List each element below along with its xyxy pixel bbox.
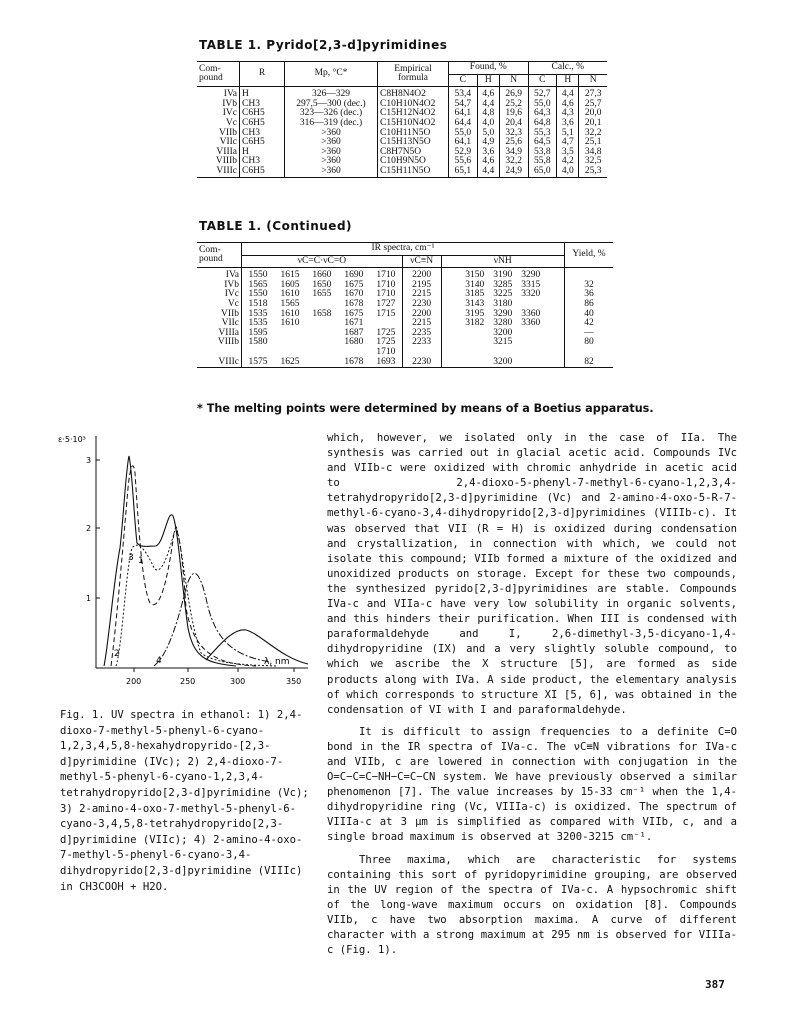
t1-cell-ch: 4,2 — [557, 157, 579, 167]
t1-cell-compound: IVc — [222, 108, 237, 119]
t1-cell-r: H — [240, 87, 285, 100]
t1-cell-cc: 53,8 — [528, 148, 557, 158]
t1-cell-compound: VIIb — [219, 127, 237, 138]
t1-cell-compound: IVa — [223, 89, 237, 100]
t1-header-fn: N — [499, 74, 528, 87]
table1-row — [197, 87, 607, 100]
t2-cell-cn: 2215 — [402, 319, 441, 329]
t1-cell-fh: 4,0 — [477, 119, 499, 129]
t1-cell-formula: C10H11N5O — [378, 129, 449, 139]
page-number: 387 — [705, 978, 725, 991]
t1-cell-fc: 64,1 — [449, 109, 478, 119]
t1-cell-cn: 25,1 — [579, 138, 607, 148]
t2-cell-nh — [441, 358, 565, 368]
t1-cell-cn: 25,7 — [579, 100, 607, 110]
t2-header-ir: IR spectra, cm⁻¹ — [242, 243, 565, 256]
t1-cell-mp: >360 — [285, 148, 378, 158]
t1-cell-cn: 32,5 — [579, 157, 607, 167]
table-footnote: * The melting points were determined by means of a Boetius apparatus. — [197, 402, 654, 415]
table2-row — [197, 338, 613, 357]
t2-header-nh: νNH — [441, 255, 565, 268]
t1-cell-r: CH3 — [240, 100, 285, 110]
t2-header-compound: Com- pound — [197, 243, 242, 268]
t1-cell-r: C6H5 — [240, 138, 285, 148]
t1-header-calc: Calc., % — [528, 62, 607, 75]
t2-cell-co-3: 1690 — [344, 270, 364, 281]
t1-header-cn: N — [579, 74, 607, 87]
t2-cell-co-1: 1625 — [280, 356, 300, 367]
t2-cell-compound: VIIIc — [218, 356, 239, 367]
t1-cell-fh: 5,0 — [477, 129, 499, 139]
t2-cell-yield: 32 — [565, 281, 614, 291]
t2-cell-co-3: 1680 — [344, 337, 364, 348]
table1-title: TABLE 1. Pyrido[2,3-d]pyrimidines — [199, 38, 448, 52]
y-axis-label: ε·5·10³ — [58, 435, 86, 444]
x-axis-unit: λ, nm — [264, 657, 290, 667]
t2-cell-nh-value: 3143 — [465, 298, 485, 309]
table2-row — [197, 268, 613, 281]
t1-cell-fn: 19,6 — [499, 109, 528, 119]
t2-cell-nh-value: 3360 — [521, 308, 541, 319]
t2-cell-co-4: 1710 — [376, 279, 396, 290]
t1-cell-ch: 4,6 — [557, 100, 579, 110]
t1-cell-cc: 64,3 — [528, 109, 557, 119]
t1-cell-fc: 64,4 — [449, 119, 478, 129]
t1-cell-cc: 52,7 — [528, 87, 557, 100]
t1-cell-mp: >360 — [285, 138, 378, 148]
t2-cell-cn: 2195 — [402, 281, 441, 291]
t2-cell-cn: 2200 — [402, 268, 441, 281]
t1-cell-ch: 4,7 — [557, 138, 579, 148]
t2-cell-co-0: 1535 — [242, 319, 275, 329]
curve-label-3: 3 — [128, 553, 134, 563]
t2-cell-co-0: 1580 — [242, 338, 275, 357]
y-tick-label: 3 — [86, 456, 92, 465]
t1-cell-fn: 25,2 — [499, 100, 528, 110]
t2-cell-co-4: 1710 — [376, 289, 396, 300]
t1-cell-mp: >360 — [285, 167, 378, 177]
t2-cell-co-4: 1693 — [376, 356, 396, 367]
t2-cell-co-3: 1687 — [344, 327, 364, 338]
figure-caption: Fig. 1. UV spectra in ethanol: 1) 2,4-dioxo-7-methyl-5-phenyl-6-cyano-1,2,3,4,5,8-hexahydropyrido-[2,3-d]pyrimidine (IVc); 2) 2,4-dioxo-7-methyl-5-phenyl-6-cyano-1,2,3,4-tetrahydropyrido[2,3-d]pyrimidine (Vc); 3) 2-amino-4-oxo-7-methyl-5-phenyl-6-cyano-3,4,5,8-tetrahydropyrido[2,3-d]pyrimidine (VIIc); 4) 2-amino-4-oxo-7-methyl-5-phenyl-6-cyano-3,4-dihydropyrido[2,3-d]pyrimidine (VIIIc) in CH3COOH + H2O. — [60, 709, 309, 893]
t2-cell-nh-value: 3320 — [521, 289, 541, 300]
t1-header-fh: H — [477, 74, 499, 87]
t1-cell-fc: 54,7 — [449, 100, 478, 110]
t1-cell-fh: 4,4 — [477, 167, 499, 177]
curve-label-1: 1 — [138, 556, 144, 566]
y-tick-label: 1 — [86, 594, 92, 603]
t1-cell-fn: 34,9 — [499, 148, 528, 158]
t2-header-cn: νC≡N — [402, 255, 441, 268]
t2-cell-co-3: 1675 — [344, 279, 364, 290]
t1-header-compound: Com- pound — [197, 62, 240, 87]
x-tick-label: 250 — [180, 677, 196, 686]
t2-cell-co-0: 1550 — [242, 290, 275, 300]
t2-cell-co-2 — [306, 329, 338, 339]
t2-cell-nh-value: 3290 — [521, 270, 541, 281]
t2-cell-nh-value: 3140 — [465, 279, 485, 290]
table1-row — [197, 167, 607, 177]
t2-cell-nh — [441, 268, 565, 281]
t1-cell-cc: 64,8 — [528, 119, 557, 129]
t2-cell-co-1 — [274, 329, 306, 339]
t2-cell-cn: 2215 — [402, 290, 441, 300]
t1-cell-cn: 34,8 — [579, 148, 607, 158]
t1-cell-fh: 3,6 — [477, 148, 499, 158]
t2-cell-co-4: 1710 — [376, 270, 396, 281]
t1-cell-compound: VIIIb — [215, 156, 237, 167]
t1-cell-r: CH3 — [240, 129, 285, 139]
table2 — [197, 242, 613, 368]
t2-cell-co-1: 1615 — [280, 270, 300, 281]
t2-cell-nh-value: 3280 — [493, 318, 513, 329]
t1-cell-fc: 52,9 — [449, 148, 478, 158]
t1-cell-fn: 26,9 — [499, 87, 528, 100]
t1-cell-compound: VIIIa — [216, 146, 237, 157]
t2-cell-nh-value: 3285 — [493, 279, 513, 290]
t2-cell-nh-value: 3182 — [465, 318, 485, 329]
t1-cell-mp: 323—326 (dec.) — [285, 109, 378, 119]
t1-cell-fh: 4,6 — [477, 157, 499, 167]
curve-1-tail — [206, 630, 308, 664]
t1-cell-mp: >360 — [285, 129, 378, 139]
t1-cell-fc: 64,1 — [449, 138, 478, 148]
t1-cell-formula: C15H11N5O — [378, 167, 449, 177]
t2-cell-co-1: 1605 — [280, 279, 300, 290]
t1-cell-fn: 25,6 — [499, 138, 528, 148]
t1-cell-fh: 4,4 — [477, 100, 499, 110]
t1-cell-mp: >360 — [285, 157, 378, 167]
table2-title: TABLE 1. (Continued) — [199, 219, 353, 233]
t2-cell-co-1: 1610 — [280, 308, 300, 319]
table1 — [197, 61, 607, 178]
t1-cell-cc: 64,5 — [528, 138, 557, 148]
t2-cell-nh-value: 3315 — [521, 279, 541, 290]
t1-cell-fc: 65,1 — [449, 167, 478, 177]
t1-cell-fn: 32,2 — [499, 157, 528, 167]
t1-cell-formula: C8H7N5O — [378, 148, 449, 158]
t2-cell-co-2: 1655 — [312, 289, 332, 300]
t2-cell-yield: 80 — [565, 338, 614, 357]
t2-cell-nh-value: 3225 — [493, 289, 513, 300]
t2-cell-co-1 — [274, 338, 306, 357]
t2-cell-co-4: 1725 — [376, 327, 396, 338]
t2-cell-co-1: 1565 — [280, 298, 300, 309]
x-tick-label: 350 — [286, 677, 302, 686]
t2-cell-yield: 42 — [565, 319, 614, 329]
t1-header-cc: C — [528, 74, 557, 87]
t1-cell-ch: 4,3 — [557, 109, 579, 119]
t2-cell-compound: Vc — [227, 298, 239, 309]
t1-cell-mp: 326—329 — [285, 87, 378, 100]
paragraph-3: Three maxima, which are characteristic for systems containing this sort of pyridopyrimidine grouping, are observed in the UV region of the spectra of IVa-c. A hypsochromic shift of the long-wave maximum occurs on oxidation [8]. Compounds VIIb, c have two absorption maxima. A curve of different character with a strong maximum at 295 nm is observed for VIIIa-c (Fig. 1). — [327, 853, 737, 957]
t2-cell-compound: VIIb — [221, 308, 239, 319]
body-text — [327, 431, 737, 965]
y-tick-label: 2 — [86, 524, 92, 533]
t2-cell-co-2 — [306, 319, 338, 329]
t1-cell-cc: 65,0 — [528, 167, 557, 177]
t1-cell-compound: Vc — [225, 117, 237, 128]
t1-cell-ch: 3,6 — [557, 119, 579, 129]
t1-cell-cc: 55,3 — [528, 129, 557, 139]
t1-header-r: R — [240, 62, 285, 87]
t1-cell-fc: 55,0 — [449, 129, 478, 139]
t2-cell-nh-value: 3215 — [493, 337, 513, 348]
t2-cell-compound: VIIc — [221, 318, 239, 329]
t1-cell-r: H — [240, 148, 285, 158]
t1-cell-fh: 4,6 — [477, 87, 499, 100]
t2-cell-co-2: 1650 — [312, 279, 332, 290]
t1-cell-ch: 4,4 — [557, 87, 579, 100]
t1-cell-r: C6H5 — [240, 167, 285, 177]
t1-header-fc: C — [449, 74, 478, 87]
t1-cell-compound: VIIc — [219, 137, 237, 148]
t2-cell-nh-value: 3190 — [493, 270, 513, 281]
t2-cell-nh-value: 3200 — [493, 327, 513, 338]
t2-cell-co-1: 1610 — [280, 318, 300, 329]
t2-cell-yield: 36 — [565, 290, 614, 300]
t1-header-found: Found, % — [449, 62, 529, 75]
t1-cell-fh: 4,9 — [477, 138, 499, 148]
t1-cell-compound: VIIIc — [216, 165, 237, 176]
t2-cell-cn: 2230 — [402, 358, 441, 368]
t2-cell-nh-value: 3195 — [465, 308, 485, 319]
t2-cell-co-2 — [306, 338, 338, 357]
t2-cell-nh-value: 3290 — [493, 308, 513, 319]
t1-cell-fn: 20,4 — [499, 119, 528, 129]
t1-cell-fc: 53,4 — [449, 87, 478, 100]
t1-cell-fc: 55,6 — [449, 157, 478, 167]
t2-cell-co-4: 1715 — [376, 308, 396, 319]
t2-cell-co-0: 1575 — [242, 358, 275, 368]
t2-cell-compound: VIIIb — [217, 337, 239, 348]
t2-cell-nh-value: 3150 — [465, 270, 485, 281]
t2-cell-cn: 2230 — [402, 300, 441, 310]
t1-cell-cc: 55,0 — [528, 100, 557, 110]
t1-cell-fh: 4,8 — [477, 109, 499, 119]
t1-header-mp: Mp, °C* — [285, 62, 378, 87]
t2-cell-yield: 86 — [565, 300, 614, 310]
t1-cell-formula: C10H10N4O2 — [378, 100, 449, 110]
t2-header-yield: Yield, % — [565, 243, 614, 268]
t1-cell-r: C6H5 — [240, 119, 285, 129]
t2-cell-compound: VIIIa — [218, 327, 239, 338]
t1-cell-cn: 32,2 — [579, 129, 607, 139]
t2-cell-yield: — — [565, 329, 614, 339]
t2-cell-nh-value: 3180 — [493, 298, 513, 309]
table2-row — [197, 358, 613, 368]
t1-cell-r: C6H5 — [240, 109, 285, 119]
t1-cell-fn: 24,9 — [499, 167, 528, 177]
t1-cell-ch: 5,1 — [557, 129, 579, 139]
t1-cell-formula: C15H10N4O2 — [378, 119, 449, 129]
t1-cell-mp: 316—319 (dec.) — [285, 119, 378, 129]
x-tick-label: 300 — [230, 677, 246, 686]
t1-cell-formula: C15H12N4O2 — [378, 109, 449, 119]
t1-header-formula: Empirical formula — [378, 62, 449, 87]
t2-cell-co-0: 1550 — [242, 268, 275, 281]
t2-header-co: νC=C·νC=O — [242, 255, 403, 268]
t2-cell-co-3: 1678 — [344, 298, 364, 309]
t1-cell-cn: 25,3 — [579, 167, 607, 177]
curve-label-4: 4 — [156, 656, 162, 666]
t2-cell-co-0: 1535 — [242, 310, 275, 320]
t2-cell-co-0: 1595 — [242, 329, 275, 339]
t2-cell-compound: IVa — [225, 270, 239, 281]
t2-cell-cn: 2200 — [402, 310, 441, 320]
t2-cell-co-2 — [306, 358, 338, 368]
t2-cell-compound: IVb — [224, 279, 239, 290]
t1-cell-ch: 4,0 — [557, 167, 579, 177]
t2-cell-nh-value: 3185 — [465, 289, 485, 300]
t1-cell-r: CH3 — [240, 157, 285, 167]
t1-cell-formula: C15H13N5O — [378, 138, 449, 148]
curve-label-2: 2 — [114, 649, 120, 659]
t2-cell-cn: 2233 — [402, 338, 441, 357]
t2-cell-co-1: 1610 — [280, 289, 300, 300]
t2-cell-yield — [565, 268, 614, 281]
t2-cell-cn: 2235 — [402, 329, 441, 339]
t1-header-ch: H — [557, 74, 579, 87]
t2-cell-nh — [441, 338, 565, 357]
t2-cell-co-0: 1518 — [242, 300, 275, 310]
t2-cell-yield: 40 — [565, 310, 614, 320]
t2-cell-co-3: 1671 — [344, 318, 364, 329]
t2-cell-nh-value: 3360 — [521, 318, 541, 329]
t1-cell-ch: 3,5 — [557, 148, 579, 158]
t1-cell-formula: C8H8N4O2 — [378, 87, 449, 100]
paragraph-1: which, however, we isolated only in the case of IIa. The synthesis was carried out in glacial acetic acid. Compounds IVc and VIIb-c were oxidized with chromic anhydride in acetic acid to 2,4-dioxo-5-phenyl-7-methyl-6-cyano-1,2,3,4-tetrahydropyrido[2,3-d]pyrimidine (Vc) and 2-amino-4-oxo-5-R-7-methyl-6-cyano-3,4-dihydropyrido[2,3-d]pyrimidines (VIIIb-c). It was observed that VII (R = H) is oxidized during condensation and crystallization, in connection with which, we could not isolate this compound; VIIb formed a mixture of the oxidized and unoxidized products on storage. Except for these two compounds, the synthesized pyrido[2,3-d]pyrimidines are stable. Compounds IVa-c and VIIa-c have very low solubility in organic solvents, and this hinders their purification. When III is condensed with paraformaldehyde and I, 2,6-dimethyl-3,5-dicyano-1,4-dihydropyridine (IX) and a very slightly soluble compound, to which we ascribe the X structure [5], are formed as side products along with IVa. A side product, the elementary analysis of which corresponds to structure XI [5, 6], was obtained in the condensation of VI with I and paraformaldehyde. — [327, 432, 737, 716]
t2-cell-compound: IVc — [224, 289, 239, 300]
t1-cell-fn: 32,3 — [499, 129, 528, 139]
t2-cell-co-0: 1565 — [242, 281, 275, 291]
t2-cell-co-3: 1670 — [344, 289, 364, 300]
t2-cell-yield: 82 — [565, 358, 614, 368]
uv-spectra-figure — [56, 428, 326, 696]
x-tick-label: 200 — [126, 677, 142, 686]
t1-cell-cc: 55,8 — [528, 157, 557, 167]
t2-cell-co-2: 1658 — [312, 308, 332, 319]
t2-cell-co-3: 1678 — [344, 356, 364, 367]
t1-cell-cn: 20,0 — [579, 109, 607, 119]
t1-cell-cn: 20,1 — [579, 119, 607, 129]
t1-cell-cn: 27,3 — [579, 87, 607, 100]
t2-cell-co-2: 1660 — [312, 270, 332, 281]
t1-cell-formula: C10H9N5O — [378, 157, 449, 167]
t2-cell-nh-value: 3200 — [493, 356, 513, 367]
t2-cell-co-4: 1727 — [376, 298, 396, 309]
t1-cell-mp: 297,5—300 (dec.) — [285, 100, 378, 110]
t1-cell-compound: IVb — [222, 98, 237, 109]
t2-cell-co-3: 1675 — [344, 308, 364, 319]
paragraph-2: It is difficult to assign frequencies to a definite C=O bond in the IR spectra of IVa-c. The νC≡N vibrations for IVa-c and VIIb, c are lowered in connection with conjugation in the O=C−C=C−NH−C=C−CN system. We have previously observed a similar phenomenon [7]. The value increases by 15-33 cm⁻¹ when the 1,4-dihydropyridine ring (Vc, VIIIa-c) is oxidized. The spectrum of VIIIa-c at 3 μm is simplified as compared with VIIb, c, and a single broad maximum is observed at 3200-3215 cm⁻¹. — [327, 725, 737, 844]
t2-cell-co-4: 1725 1710 — [376, 337, 396, 357]
